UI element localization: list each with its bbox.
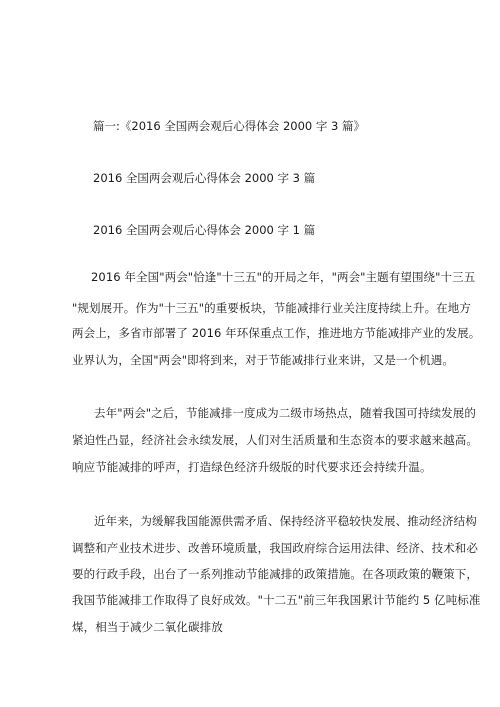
- section-title: 篇一:《2016 全国两会观后心得体会 2000 字 3 篇》: [93, 119, 365, 133]
- paragraph-3-line-1: 近年来，为缓解我国能源供需矛盾、保持经济平稳较快发展、推动经济结构: [94, 514, 477, 528]
- paragraph-2-line-3: 响应节能减排的呼声，打造绿色经济升级版的时代要求还会持续升温。: [72, 460, 432, 474]
- subtitle-2: 2016 全国两会观后心得体会 2000 字 1 篇: [93, 223, 316, 237]
- paragraph-3-line-2: 调整和产业技术进步、改善环境质量，我国政府综合运用法律、经济、技术和必: [72, 541, 478, 555]
- paragraph-2-line-1: 去年"两会"之后，节能减排一度成为二级市场热点，随着我国可持续发展的: [94, 406, 476, 420]
- paragraph-3-line-3: 要的行政手段，出台了一系列推动节能减排的政策措施。在各项政策的鞭策下，: [72, 567, 478, 581]
- paragraph-2-line-2: 紧迫性凸显，经济社会永续发展，人们对生活质量和生态资本的要求越来越高。: [72, 433, 478, 447]
- paragraph-1-line-4: 业界认为，全国"两会"即将到来，对于节能减排行业来讲，又是一个机遇。: [72, 353, 454, 367]
- subtitle-1: 2016 全国两会观后心得体会 2000 字 3 篇: [93, 171, 316, 185]
- paragraph-1-line-1: 2016 年全国"两会"恰逢"十三五"的开局之年，"两会"主题有望围绕"十三五: [91, 270, 476, 284]
- paragraph-3-line-4: 我国节能减排工作取得了良好成效。"十二五"前三年我国累计节能约 5 亿吨标准: [72, 593, 481, 607]
- paragraph-3-line-5: 煤，相当于减少二氧化碳排放: [72, 620, 223, 634]
- paragraph-1-line-2: "规划展开。作为"十三五"的重要板块，节能减排行业关注度持续上升。在地方: [72, 301, 471, 315]
- paragraph-1-line-3: 两会上，多省市部署了 2016 年环保重点工作，推进地方节能减排产业的发展。: [72, 326, 481, 340]
